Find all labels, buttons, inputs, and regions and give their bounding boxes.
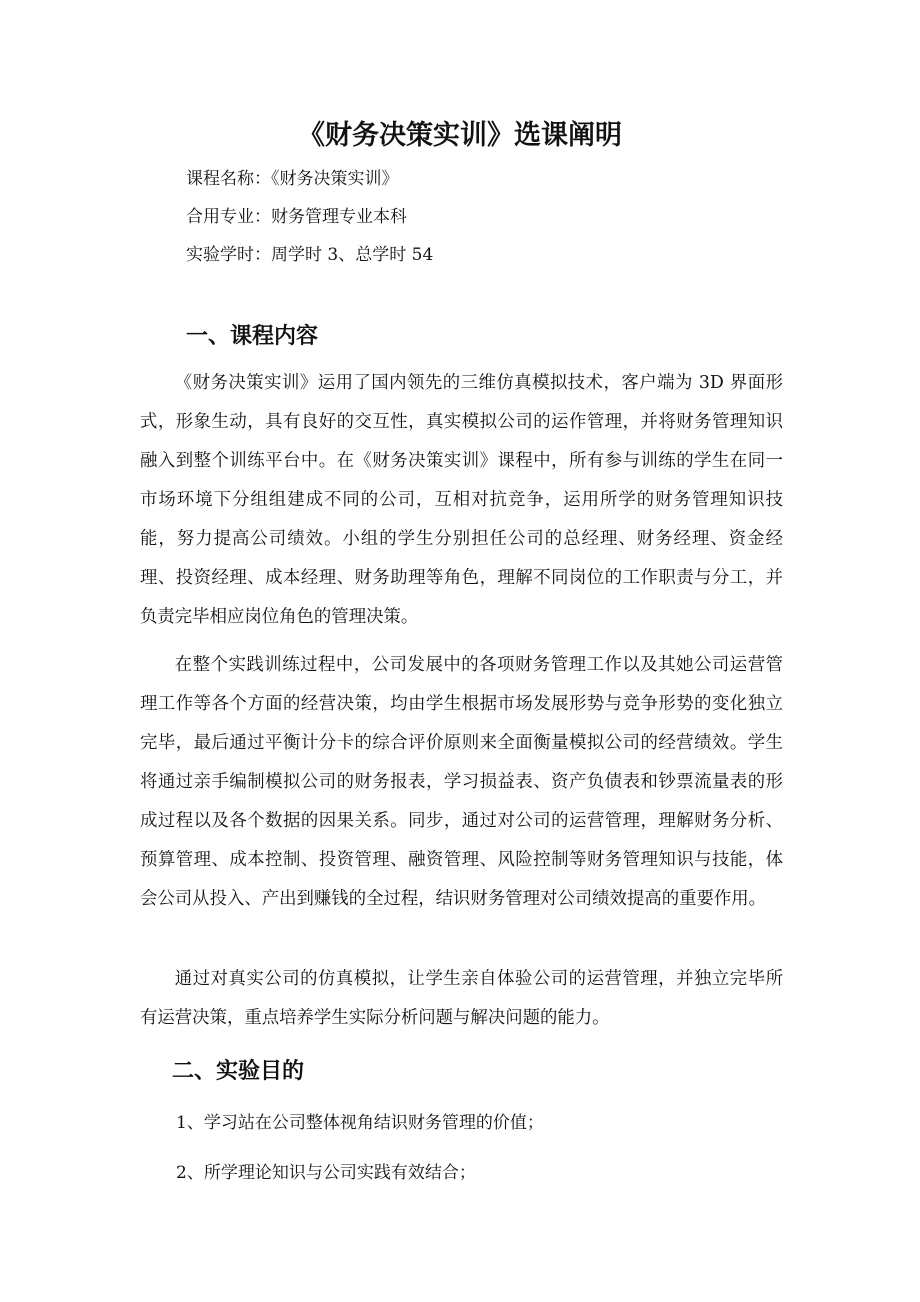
applicable-major-line: 合用专业：财务管理专业本科 <box>186 207 407 227</box>
course-content-paragraph-3: 通过对真实公司的仿真模拟，让学生亲自体验公司的运营管理，并独立完毕所有运营决策，重点培养学生实际分析问题与解决问题的能力。 <box>140 969 783 1028</box>
course-name-line: 课程名称：《财务决策实训》 <box>186 169 399 189</box>
course-content-paragraph-1: 《财务决策实训》运用了国内领先的三维仿真模拟技术，客户端为 3D 界面形式，形象生动，具有良好的交互性，真实模拟公司的运作管理，并将财务管理知识融入到整个训练平台中。在《财务决策实训》课程中，所有参与训练的学生在同一市场环境下分组组建成不同的公司，互相对抗竞争，运用所学的财务管理知识技能，努力提高公司绩效。小组的学生分别担任公司的总经理、财务经理、资金经理、投资经理、成本经理、财务助理等角色，理解不同岗位的工作职责与分工，并负责完毕相应岗位角色的管理决策。 <box>140 373 783 627</box>
document-title: 《财务决策实训》选课阐明 <box>298 120 622 151</box>
objective-item-2: 2、所学理论知识与公司实践有效结合； <box>176 1163 476 1183</box>
course-content-paragraph-2: 在整个实践训练过程中，公司发展中的各项财务管理工作以及其她公司运营管理工作等各个方面的经营决策，均由学生根据市场发展形势与竞争形势的变化独立完毕，最后通过平衡计分卡的综合评价原则来全面衡量模拟公司的经营绩效。学生将通过亲手编制模拟公司的财务报表，学习损益表、资产负债表和钞票流量表的形成过程以及各个数据的因果关系。同步，通过对公司的运营管理，理解财务分析、预算管理、成本控制、投资管理、融资管理、风险控制等财务管理知识与技能，体会公司从投入、产出到赚钱的全过程，结识财务管理对公司绩效提高的重要作用。 <box>140 655 783 909</box>
objective-item-1: 1、学习站在公司整体视角结识财务管理的价值； <box>176 1113 544 1133</box>
lab-hours-line: 实验学时：周学时 3、总学时 54 <box>186 245 434 265</box>
section-heading-objectives: 二、实验目的 <box>172 1058 305 1084</box>
section-heading-course-content: 一、课程内容 <box>186 323 319 349</box>
